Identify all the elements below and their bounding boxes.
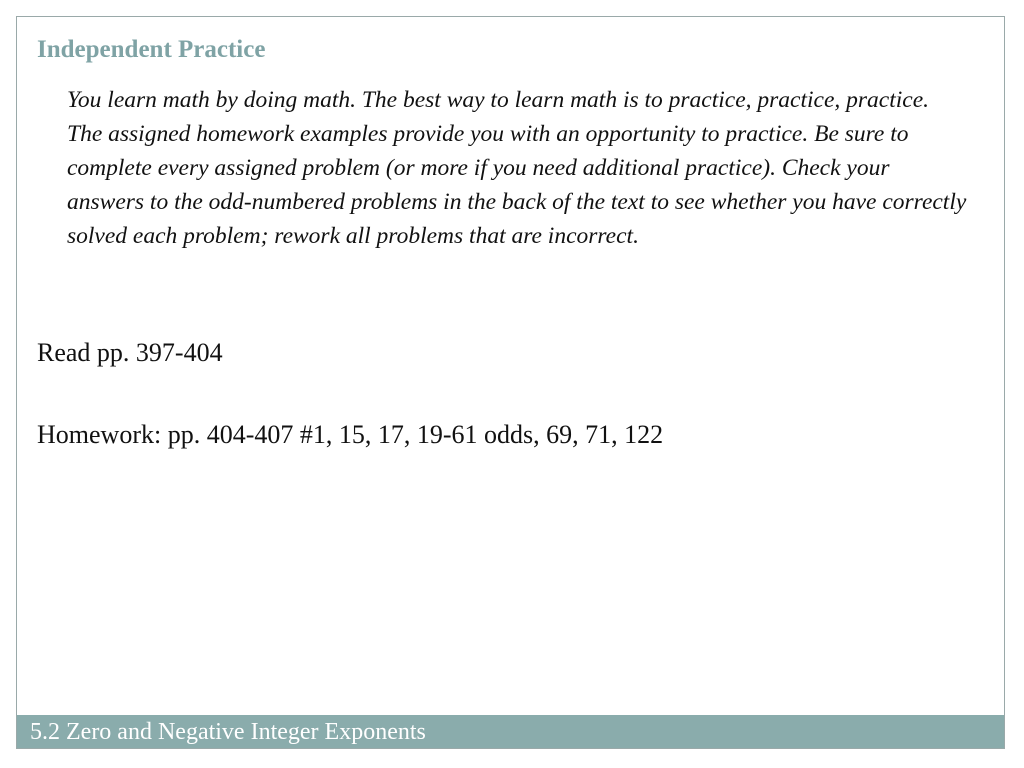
homework-assignment: Homework: pp. 404-407 #1, 15, 17, 19-61 odds, 69, 71, 122 [37, 420, 664, 449]
reading-assignment: Read pp. 397-404 [37, 338, 223, 367]
slide-title: Independent Practice [37, 36, 266, 63]
footer-section-title: 5.2 Zero and Negative Integer Exponents [30, 718, 426, 745]
footer-bar [17, 715, 1004, 748]
slide [16, 16, 1005, 749]
intro-paragraph: You learn math by doing math. The best way to learn math is to practice, practice, practice. The assigned homework examples provide you with an opportunity to practice. Be sure to complete every assigned problem (or more if you need additional practice). Check your answers to the odd-numbered problems in the back of the text to see whether you have correctly solved each problem; rework all problems that are incorrect. [67, 87, 967, 249]
